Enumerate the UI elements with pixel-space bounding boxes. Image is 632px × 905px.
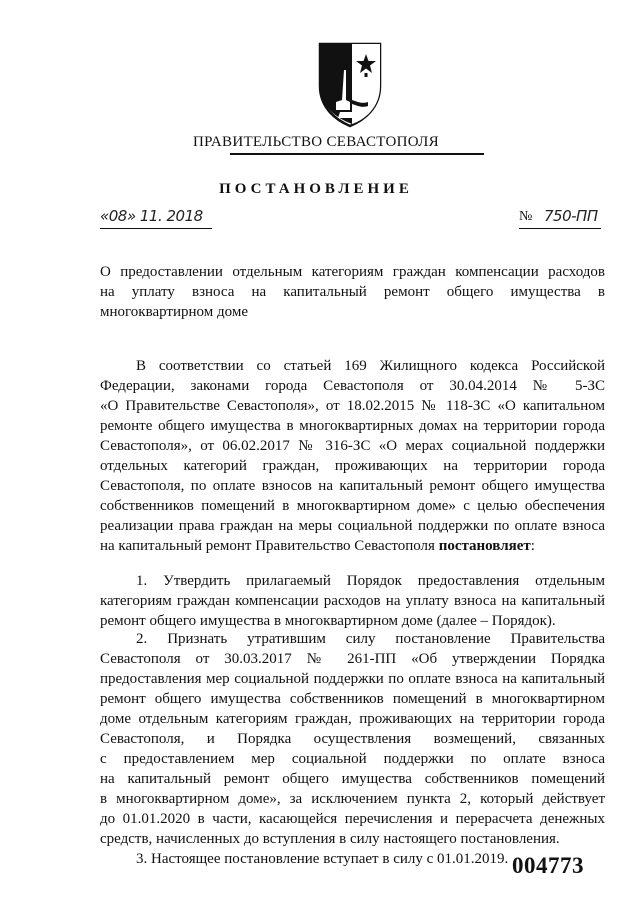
preamble-decree-word: постановляет	[438, 538, 531, 554]
number-underline	[519, 228, 601, 229]
preamble-line: реализации права граждан на меры социальной поддержки по оплате взноса	[100, 518, 605, 534]
preamble-line: отдельных категорий граждан, проживающих на территории города	[100, 458, 605, 474]
preamble-line: «О Правительстве Севастополя», от 18.02.2015 № 118-ЗС «О капитальном	[100, 398, 605, 414]
form-serial-number: 004773	[512, 853, 584, 878]
item-2-line: ремонт общего имущества собственников помещений в многоквартирном	[100, 691, 605, 707]
item-2-line: Севастополя, и Порядка осуществления возмещений, связанных	[100, 731, 605, 747]
preamble-line: собственников помещений в многоквартирном доме» с целью обеспечения	[100, 498, 605, 514]
title-line: О предоставлении отдельным категориям граждан компенсации расходов	[100, 264, 605, 280]
item-1-line: категориям граждан компенсации расходов на уплату взноса на капитальный	[100, 593, 605, 609]
preamble-line: В соответствии со статьей 169 Жилищного кодекса Российской	[136, 358, 605, 374]
item-2-line: Севастополя от 30.03.2017 № 261-ПП «Об утверждении Порядка	[100, 651, 605, 667]
item-1	[100, 571, 605, 631]
preamble-last-line	[100, 536, 605, 556]
item-1-line: ремонт общего имущества в многоквартирном доме (далее – Порядок).	[100, 613, 556, 629]
document-type: ПОСТАНОВЛЕНИЕ	[219, 181, 413, 197]
preamble-line: Севастополя», от 06.02.2017 № 316-ЗС «О мерах социальной поддержки	[100, 438, 605, 454]
item-1-line: 1. Утвердить прилагаемый Порядок предоставления отдельным	[136, 573, 605, 589]
item-2-line: с предоставлением мер социальной поддержки по оплате взноса	[100, 751, 605, 767]
item-3-line: 3. Настоящее постановление вступает в силу с 01.01.2019.	[136, 851, 509, 867]
government-name: ПРАВИТЕЛЬСТВО СЕВАСТОПОЛЯ	[193, 134, 439, 150]
date-underline	[100, 228, 212, 229]
header-rule	[230, 153, 484, 155]
preamble-line: Севастополя, по оплате взносов на капитальный ремонт общего имущества	[100, 478, 605, 494]
preamble-line: Федерации, законами города Севастополя от 30.04.2014 № 5-ЗС	[100, 378, 605, 394]
item-2-line: доме отдельным категориям граждан, проживающих на территории города	[100, 711, 605, 727]
document-date: «08» 11. 2018	[100, 207, 203, 225]
number-prefix: №	[519, 209, 533, 224]
title-line: многоквартирном доме	[100, 304, 248, 320]
preamble-paragraph	[100, 356, 605, 556]
item-2-line: предоставления мер социальной поддержки по оплате взноса на капитальный	[100, 671, 605, 687]
item-2-line: на капитальный ремонт общего имущества собственников помещений	[100, 771, 605, 787]
item-2-line: в многоквартирном доме», за исключением пункта 2, который действует	[100, 791, 605, 807]
preamble-line: ремонте общего имущества в многоквартирных домах на территории города	[100, 418, 605, 434]
item-2-line: 2. Признать утратившим силу постановление Правительства	[136, 631, 605, 647]
item-2-line: до 01.01.2020 в части, касающейся перечисления и перерасчета денежных	[100, 811, 605, 827]
preamble-line: на капитальный ремонт Правительство Севастополя	[100, 538, 435, 554]
preamble-colon: :	[530, 538, 535, 554]
item-2-line: средств, начисленных до вступления в силу настоящего постановления.	[100, 831, 560, 847]
document-number: 750-ПП	[544, 207, 598, 225]
document-title	[100, 262, 605, 322]
item-2	[100, 629, 605, 849]
coat-of-arms-emblem	[314, 40, 386, 128]
title-line: на уплату взноса на капитальный ремонт общего имущества в	[100, 284, 605, 300]
